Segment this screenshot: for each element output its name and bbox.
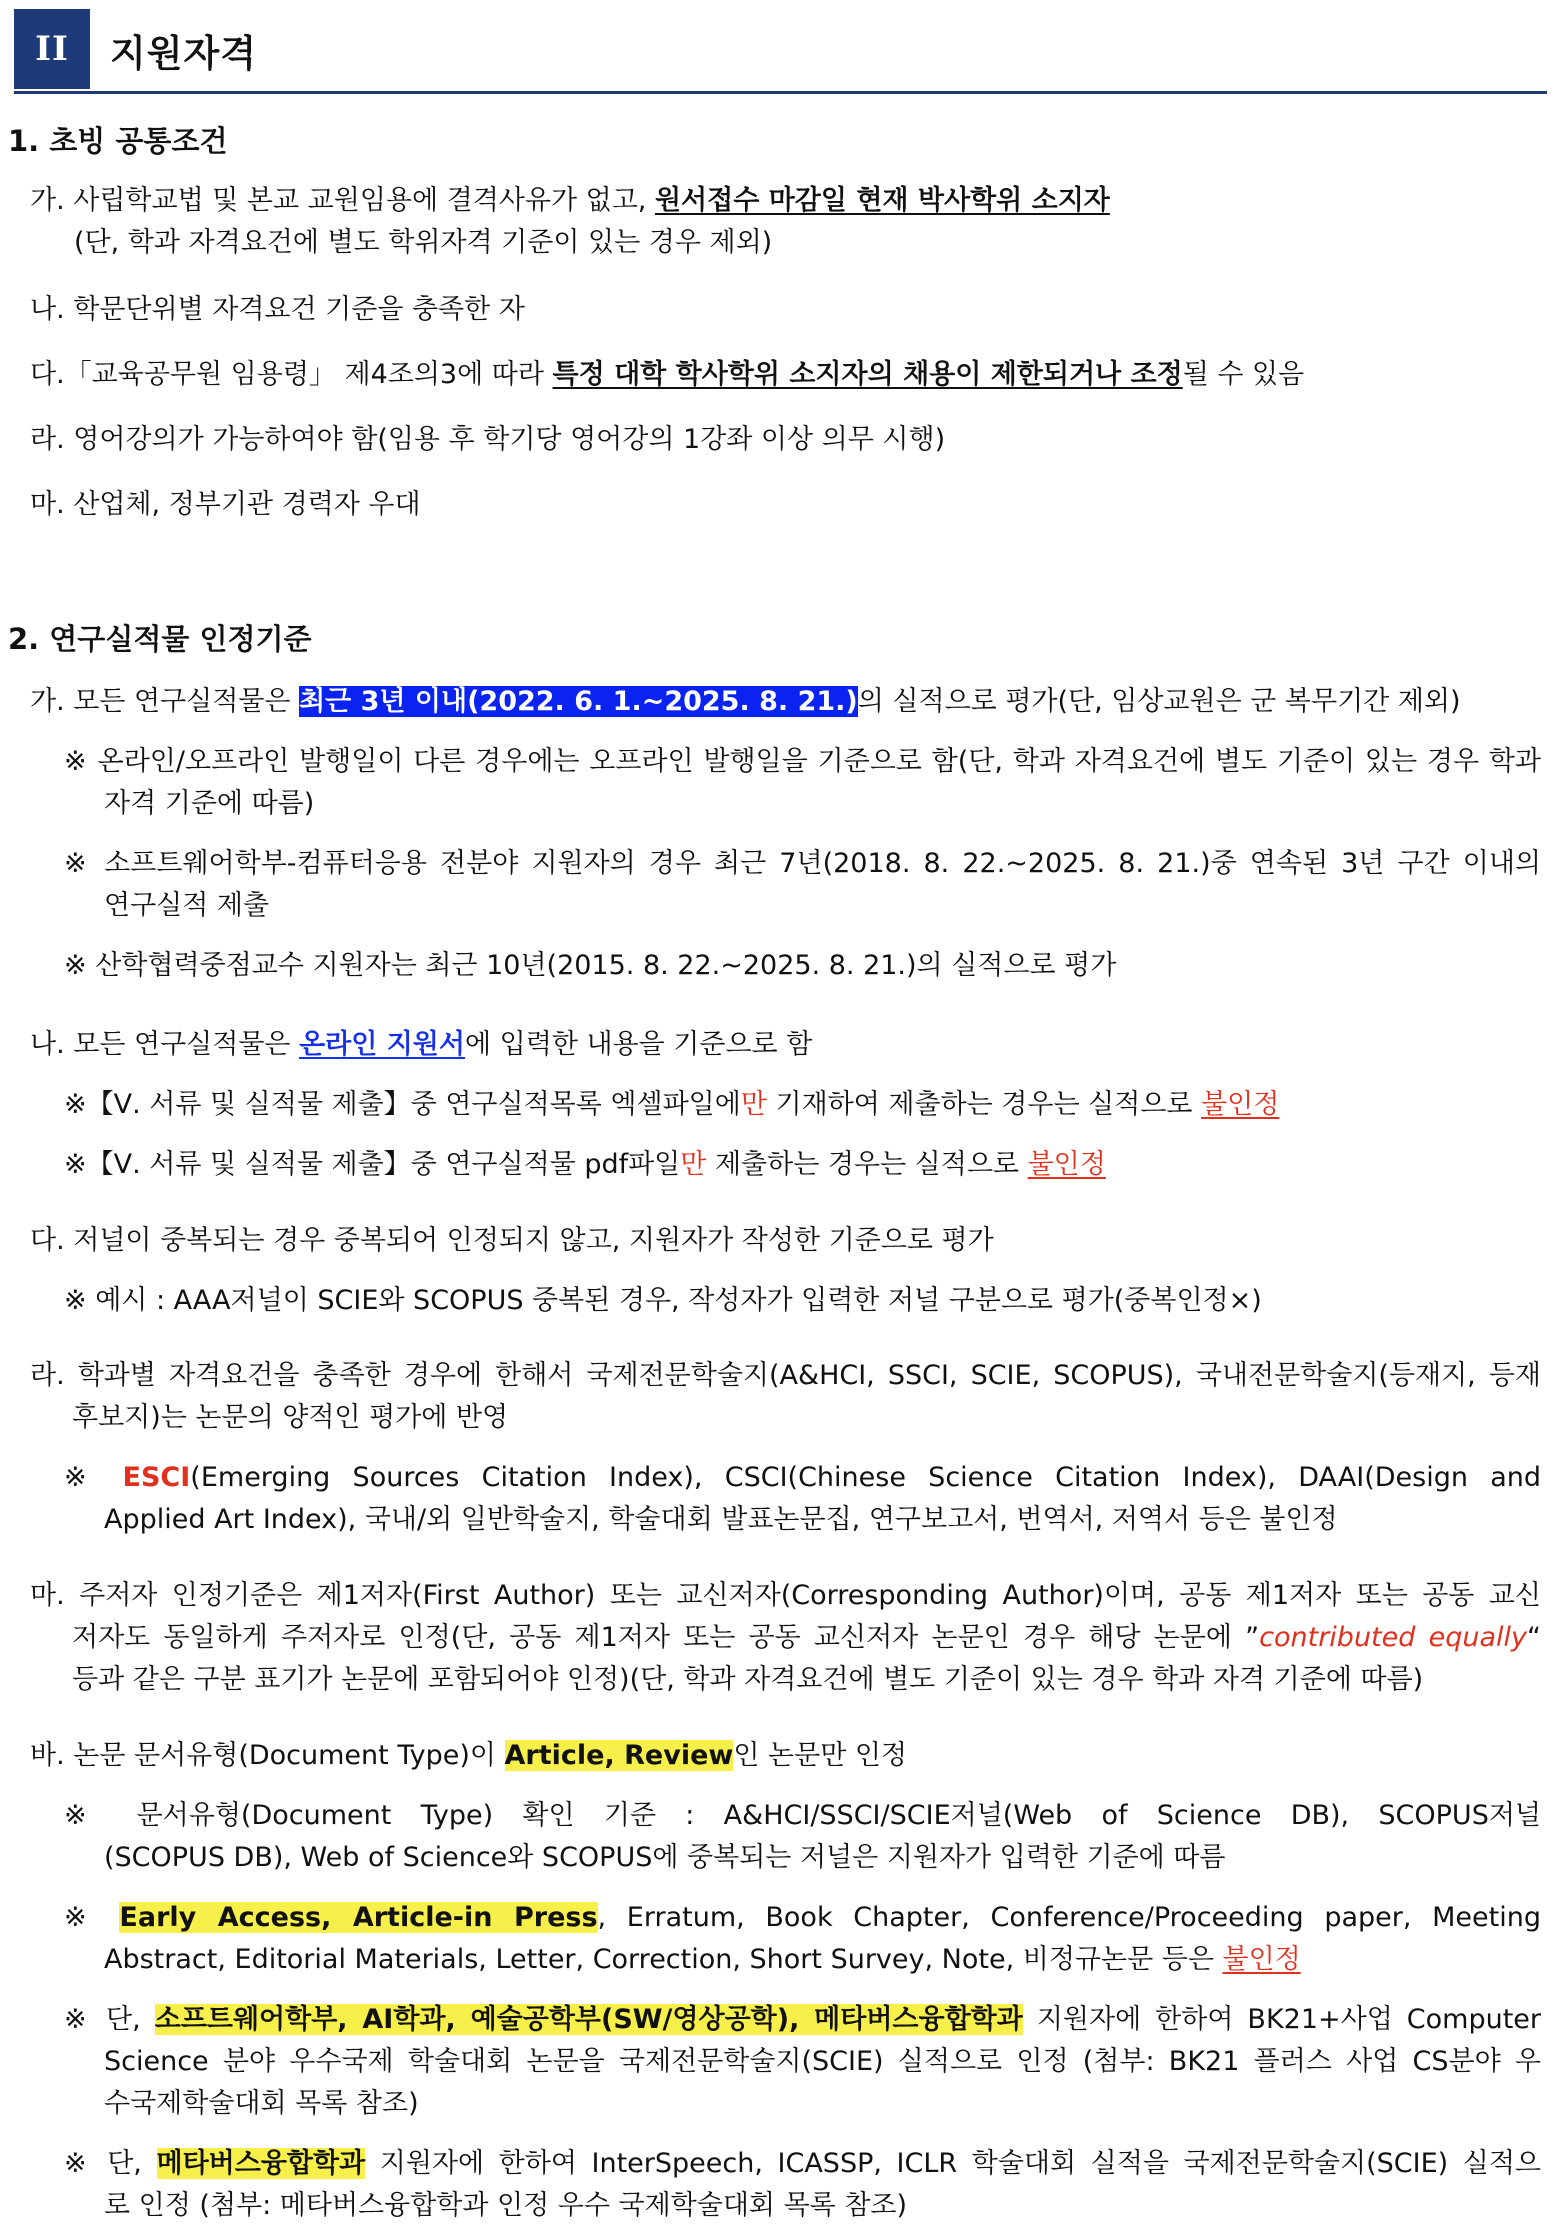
s1-item-na: 나. 학문단위별 자격요건 기준을 충족한 자 <box>30 294 525 325</box>
s2-ba-note-4-cont: 로 인정 (첨부: 메타버스융합학과 인정 우수 국제학술대회 목록 참조) <box>104 2190 908 2221</box>
subsection-title-2: 2. 연구실적물 인정기준 <box>8 622 312 656</box>
s1-item-ma: 마. 산업체, 정부기관 경력자 우대 <box>30 489 421 520</box>
s2-ga-note-3: ※ 산학협력중점교수 지원자는 최근 10년(2015. 8. 22.~2025. 8. 21.)의 실적으로 평가 <box>64 950 1117 981</box>
s2-ba-note-1: ※ 문서유형(Document Type) 확인 기준 : A&HCI/SSCI/SCIE저널(Web of Science DB), SCOPUS저널 <box>64 1800 1541 1831</box>
s2-na-note-2: ※【Ⅴ. 서류 및 실적물 제출】중 연구실적물 pdf파일만 제출하는 경우는 실적으로 불인정 <box>64 1149 1106 1180</box>
rejected-label: 불인정 <box>1027 1149 1106 1180</box>
contributed-equally-phrase: contributed equally <box>1259 1622 1527 1653</box>
section-title: 지원자격 <box>110 32 257 75</box>
s2-item-da: 다. 저널이 중복되는 경우 중복되어 인정되지 않고, 지원자가 작성한 기준으로 평가 <box>30 1225 994 1256</box>
s2-ga-note-2-cont: 연구실적 제출 <box>104 890 270 921</box>
s2-ra-note-1: ※ ESCI(Emerging Sources Citation Index), CSCI(Chinese Science Citation Index), DAAI(Design and <box>64 1462 1541 1493</box>
s2-ba-note-2-cont: Abstract, Editorial Materials, Letter, Correction, Short Survey, Note, 비정규논문 등은 불인정 <box>104 1944 1301 1975</box>
section-number-badge: II <box>14 9 90 89</box>
s1-item-da: 다.「교육공무원 임용령」 제4조의3에 따라 특정 대학 학사학위 소지자의 채용이 제한되거나 조정될 수 있음 <box>30 359 1305 390</box>
s2-ga-period-highlight: 최근 3년 이내(2022. 6. 1.~2025. 8. 21.) <box>299 686 858 717</box>
s1-item-ga: 가. 사립학교법 및 본교 교원임용에 결격사유가 없고, 원서접수 마감일 현재 박사학위 소지자 <box>30 185 1110 216</box>
article-review-highlight: Article, Review <box>504 1740 734 1771</box>
s2-item-ma-cont-2: 등과 같은 구분 표기가 논문에 포함되어야 인정)(단, 학과 자격요건에 별도 기준이 있는 경우 학과 자격 기준에 따름) <box>72 1664 1424 1695</box>
s2-ba-note-4: ※ 단, 메타버스융합학과 지원자에 한하여 InterSpeech, ICASSP, ICLR 학술대회 실적을 국제전문학술지(SCIE) 실적으 <box>64 2148 1542 2179</box>
s2-ba-note-2: ※ Early Access, Article-in Press, Erratum, Book Chapter, Conference/Proceeding paper, Meeting <box>64 1902 1541 1933</box>
s2-ba-note-3: ※ 단, 소프트웨어학부, AI학과, 예술공학부(SW/영상공학), 메타버스융합학과 지원자에 한하여 BK21+사업 Computer <box>64 2004 1542 2035</box>
rejected-label: 불인정 <box>1201 1089 1280 1120</box>
s2-ba-note-1-cont: (SCOPUS DB), Web of Science와 SCOPUS에 중복되는 저널은 지원자가 입력한 기준에 따름 <box>104 1842 1226 1873</box>
s1-ga-emphasis: 원서접수 마감일 현재 박사학위 소지자 <box>654 185 1110 216</box>
s2-item-ra-cont: 후보지)는 논문의 양적인 평가에 반영 <box>72 1402 509 1433</box>
s1-item-ga-cont: (단, 학과 자격요건에 별도 학위자격 기준이 있는 경우 제외) <box>74 227 773 258</box>
s2-item-ba: 바. 논문 문서유형(Document Type)이 Article, Review인 논문만 인정 <box>30 1740 908 1771</box>
s2-ga-note-2: ※ 소프트웨어학부-컴퓨터응용 전분야 지원자의 경우 최근 7년(2018. 8. 22.~2025. 8. 21.)중 연속된 3년 구간 이내의 <box>64 848 1541 879</box>
s2-item-ma-cont: 저자도 동일하게 주저자로 인정(단, 공동 제1저자 또는 공동 교신저자 논문인 경우 해당 논문에 ”contributed equally“ <box>72 1622 1541 1653</box>
s2-da-note-1: ※ 예시 : AAA저널이 SCIE와 SCOPUS 중복된 경우, 작성자가 입력한 저널 구분으로 평가(중복인정×) <box>64 1285 1262 1316</box>
s2-ba-note-3-cont-2: 수국제학술대회 목록 참조) <box>104 2088 419 2119</box>
s2-item-ga: 가. 모든 연구실적물은 최근 3년 이내(2022. 6. 1.~2025. 8. 21.)의 실적으로 평가(단, 임상교원은 군 복무기간 제외) <box>30 686 1461 717</box>
s2-item-ra: 라. 학과별 자격요건을 충족한 경우에 한해서 국제전문학술지(A&HCI, SSCI, SCIE, SCOPUS), 국내전문학술지(등재지, 등재 <box>30 1360 1541 1391</box>
s2-ga-note-1: ※ 온라인/오프라인 발행일이 다른 경우에는 오프라인 발행일을 기준으로 함(단, 학과 자격요건에 별도 기준이 있는 경우 학과 <box>64 746 1541 777</box>
s2-na-note-1: ※【Ⅴ. 서류 및 실적물 제출】중 연구실적목록 엑셀파일에만 기재하여 제출하는 경우는 실적으로 불인정 <box>64 1089 1280 1120</box>
s2-item-na: 나. 모든 연구실적물은 온라인 지원서에 입력한 내용을 기준으로 함 <box>30 1029 813 1060</box>
rejected-label: 불인정 <box>1222 1944 1301 1975</box>
subsection-title-1: 1. 초빙 공통조건 <box>8 124 228 158</box>
header-divider <box>14 91 1547 94</box>
s2-item-ma: 마. 주저자 인정기준은 제1저자(First Author) 또는 교신저자(Corresponding Author)이며, 공동 제1저자 또는 공동 교신 <box>30 1580 1541 1611</box>
section-header <box>14 9 1547 93</box>
s2-ra-note-1-cont: Applied Art Index), 국내/외 일반학술지, 학술대회 발표논문집, 연구보고서, 번역서, 저역서 등은 불인정 <box>104 1504 1338 1535</box>
s1-item-ra: 라. 영어강의가 가능하여야 함(임용 후 학기당 영어강의 1강좌 이상 의무 시행) <box>30 424 946 455</box>
s1-da-emphasis: 특정 대학 학사학위 소지자의 채용이 제한되거나 조정 <box>552 359 1183 390</box>
s2-ga-note-1-cont: 자격 기준에 따름) <box>104 788 315 819</box>
online-application-link[interactable]: 온라인 지원서 <box>299 1029 465 1060</box>
s2-ba-note-3-cont: Science 분야 우수국제 학술대회 논문을 국제전문학술지(SCIE) 실적으로 인정 (첨부: BK21 플러스 사업 CS분야 우 <box>104 2046 1541 2077</box>
